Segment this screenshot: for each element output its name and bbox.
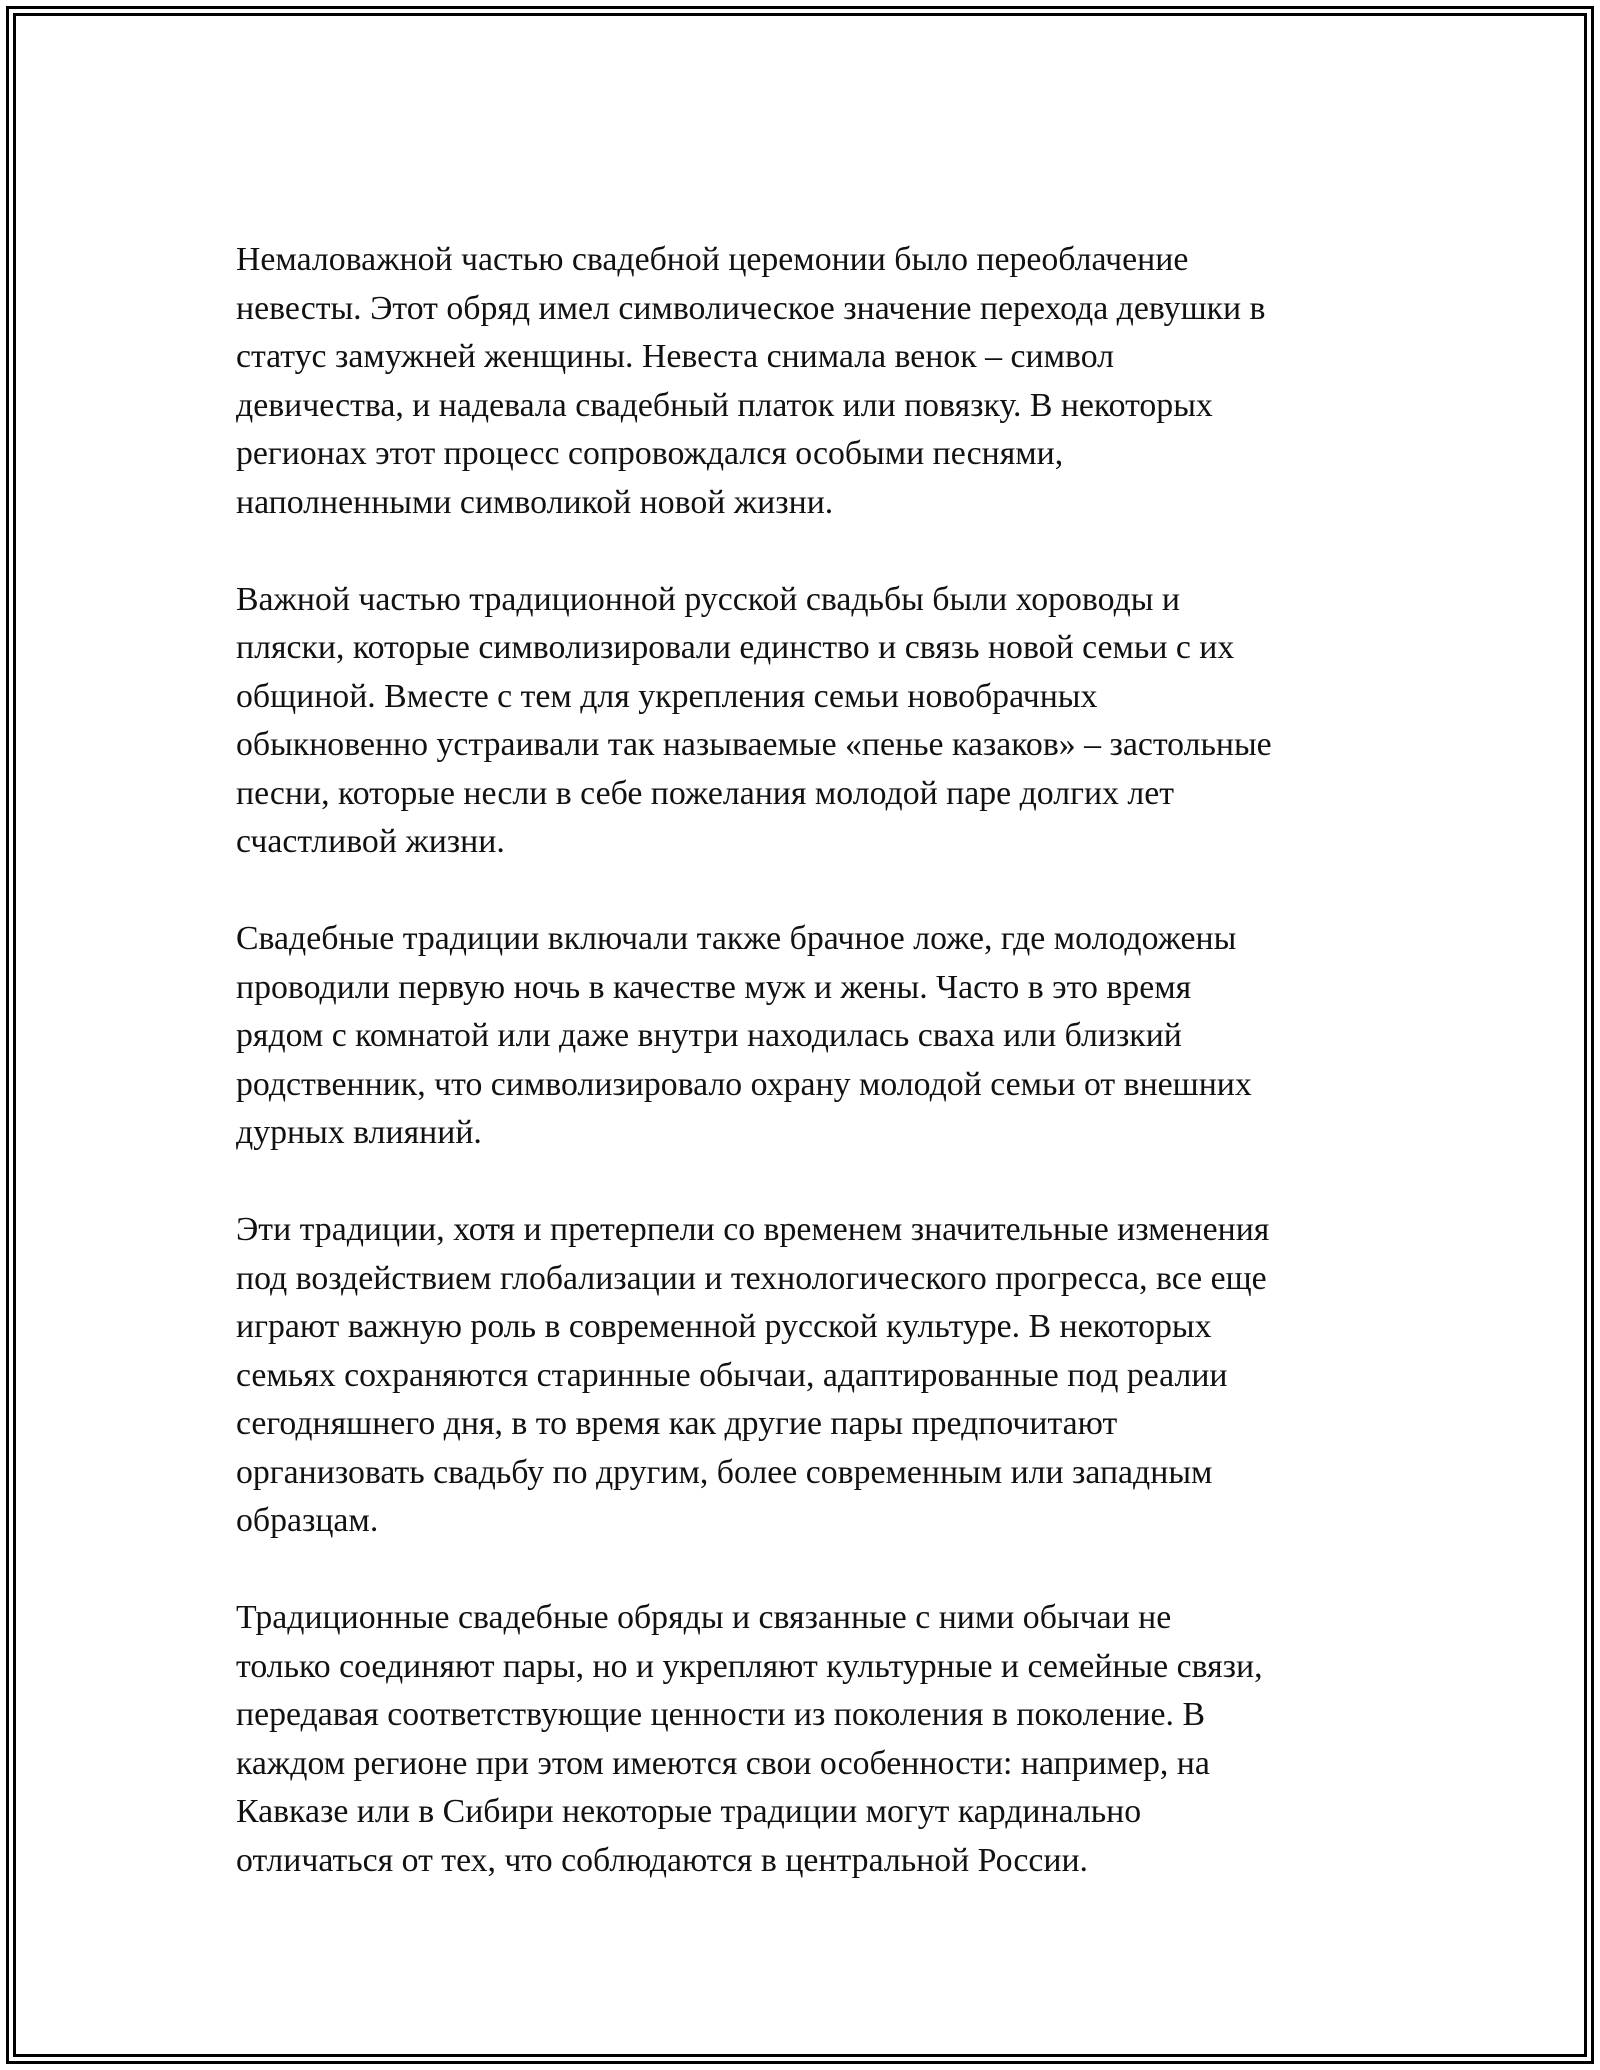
paragraph-wedding-bed: Свадебные традиции включали также брачное ложе, где молодожены проводили первую ночь в качестве муж и жены. Часто в это время рядом с комнатой или даже внутри находилась сваха или близкий родственник, что символизировало охрану молодой семьи от внешних дурных влияний.: [236, 920, 1252, 1151]
document-body: [236, 236, 1366, 1885]
paragraph-bride-reclothing: Немаловажной частью свадебной церемонии было переоблачение невесты. Этот обряд имел символическое значение перехода девушки в статус замужней женщины. Невеста снимала венок – символ девичества, и надевала свадебный платок или повязку. В некоторых регионах этот процесс сопровождался особыми песнями, наполненными символикой новой жизни.: [236, 241, 1266, 521]
paragraph-modern-changes: Эти традиции, хотя и претерпели со временем значительные изменения под воздействием глобализации и технологического прогресса, все еще играют важную роль в современной русской культуре. В некоторых семьях сохраняются старинные обычаи, адаптированные под реалии сегодняшнего дня, в то время как другие пары предпочитают организовать свадьбу по другим, более современным или западным образцам.: [236, 1211, 1270, 1539]
paragraph-round-dances: Важной частью традиционной русской свадьбы были хороводы и пляски, которые символизировали единство и связь новой семьи с их общиной. Вместе с тем для укрепления семьи новобрачных обыкновенно устраивали так называемые «пенье казаков» – застольные песни, которые несли в себе пожелания молодой паре долгих лет счастливой жизни.: [236, 580, 1272, 860]
paragraph-regional-traditions: Традиционные свадебные обряды и связанные с ними обычаи не только соединяют пары, но и укрепляют культурные и семейные связи, передавая соответствующие ценности из поколения в поколение. В каждом регионе при этом имеются свои особенности: например, на Кавказе или в Сибири некоторые традиции могут кардинально отличаться от тех, что соблюдаются в центральной России.: [236, 1599, 1263, 1879]
